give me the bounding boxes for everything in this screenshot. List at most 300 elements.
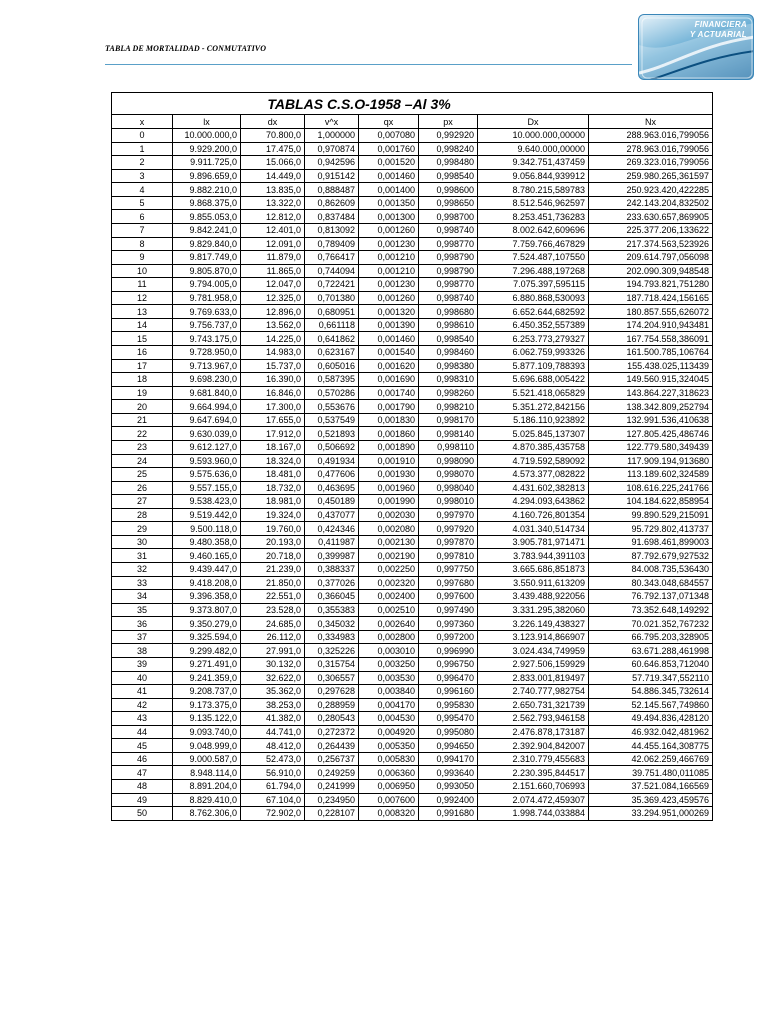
table-cell-vx: 0,570286 — [305, 386, 359, 400]
table-cell-qx: 0,003530 — [359, 671, 419, 685]
table-cell-x: 45 — [112, 739, 173, 753]
table-cell-vx: 0,272372 — [305, 725, 359, 739]
table-cell-dx: 7.524.487,107550 — [478, 251, 589, 265]
table-cell-x: 22 — [112, 427, 173, 441]
table-cell-nx: 35.369.423,459576 — [589, 793, 713, 807]
table-cell-px: 0,998610 — [419, 318, 478, 332]
table-cell-lx: 9.093.740,0 — [173, 725, 241, 739]
table-cell-nx: 149.560.915,324045 — [589, 373, 713, 387]
table-cell-dx: 5.696.688,005422 — [478, 373, 589, 387]
table-cell-dx: 9.342.751,437459 — [478, 156, 589, 170]
table-cell-dx: 7.759.766,467829 — [478, 237, 589, 251]
table-cell-px: 0,996470 — [419, 671, 478, 685]
table-cell-qx: 0,003840 — [359, 685, 419, 699]
table-cell-dx: 6.450.352,557389 — [478, 318, 589, 332]
table-cell-qx: 0,001260 — [359, 291, 419, 305]
table-cell-dx: 13.322,0 — [241, 196, 305, 210]
table-cell-px: 0,997750 — [419, 563, 478, 577]
table-cell-qx: 0,004920 — [359, 725, 419, 739]
table-cell-nx: 250.923.420,422285 — [589, 183, 713, 197]
table-cell-px: 0,997600 — [419, 590, 478, 604]
table-cell-nx: 167.754.558,386091 — [589, 332, 713, 346]
table-cell-qx: 0,004530 — [359, 712, 419, 726]
table-cell-lx: 9.241.359,0 — [173, 671, 241, 685]
table-cell-dx: 19.324,0 — [241, 508, 305, 522]
table-row — [112, 780, 713, 794]
table-row — [112, 549, 713, 563]
table-cell-x: 47 — [112, 766, 173, 780]
table-cell-nx: 52.145.567,749860 — [589, 698, 713, 712]
table-cell-px: 0,998740 — [419, 291, 478, 305]
column-header: v^x — [305, 115, 359, 129]
table-cell-dx: 2.310.779,455683 — [478, 752, 589, 766]
table-cell-qx: 0,001910 — [359, 454, 419, 468]
table-cell-nx: 225.377.206,133622 — [589, 223, 713, 237]
table-cell-x: 14 — [112, 318, 173, 332]
table-cell-vx: 0,837484 — [305, 210, 359, 224]
table-row — [112, 807, 713, 821]
table-cell-px: 0,998240 — [419, 142, 478, 156]
table-cell-px: 0,992400 — [419, 793, 478, 807]
table-cell-qx: 0,002640 — [359, 617, 419, 631]
table-cell-lx: 9.271.491,0 — [173, 657, 241, 671]
table-cell-vx: 0,813092 — [305, 223, 359, 237]
table-cell-dx: 5.877.109,788393 — [478, 359, 589, 373]
table-cell-x: 8 — [112, 237, 173, 251]
table-cell-qx: 0,001210 — [359, 251, 419, 265]
table-cell-nx: 209.614.797,056098 — [589, 251, 713, 265]
mortality-table-container — [111, 92, 712, 821]
table-cell-dx: 21.850,0 — [241, 576, 305, 590]
table-cell-vx: 0,399987 — [305, 549, 359, 563]
table-cell-nx: 39.751.480,011085 — [589, 766, 713, 780]
table-cell-nx: 278.963.016,799056 — [589, 142, 713, 156]
table-cell-dx: 2.074.472,459307 — [478, 793, 589, 807]
table-cell-dx: 12.401,0 — [241, 223, 305, 237]
table-title: TABLAS C.S.O-1958 –Al 3% — [241, 93, 478, 115]
table-row — [112, 291, 713, 305]
table-cell-qx: 0,006950 — [359, 780, 419, 794]
table-cell-vx: 0,297628 — [305, 685, 359, 699]
table-cell-lx: 9.698.230,0 — [173, 373, 241, 387]
table-cell-x: 6 — [112, 210, 173, 224]
table-cell-dx: 3.783.944,391103 — [478, 549, 589, 563]
table-cell-dx: 5.521.418,065829 — [478, 386, 589, 400]
table-cell-nx: 49.494.836,428120 — [589, 712, 713, 726]
table-cell-dx: 4.870.385,435758 — [478, 440, 589, 454]
table-cell-x: 13 — [112, 305, 173, 319]
table-cell-qx: 0,005350 — [359, 739, 419, 753]
table-cell-nx: 44.455.164,308775 — [589, 739, 713, 753]
table-row — [112, 576, 713, 590]
table-cell-lx: 9.350.279,0 — [173, 617, 241, 631]
table-cell-qx: 0,001620 — [359, 359, 419, 373]
table-cell-dx: 3.905.781,971471 — [478, 535, 589, 549]
title-spacer-right — [478, 93, 713, 115]
column-header: lx — [173, 115, 241, 129]
table-cell-dx: 2.562.793,946158 — [478, 712, 589, 726]
table-row — [112, 223, 713, 237]
table-cell-x: 44 — [112, 725, 173, 739]
table-cell-dx: 6.652.644,682592 — [478, 305, 589, 319]
table-cell-x: 16 — [112, 346, 173, 360]
table-row — [112, 685, 713, 699]
table-cell-dx: 13.835,0 — [241, 183, 305, 197]
table-cell-dx: 16.390,0 — [241, 373, 305, 387]
table-row — [112, 644, 713, 658]
table-cell-dx: 14.225,0 — [241, 332, 305, 346]
table-cell-qx: 0,007080 — [359, 129, 419, 143]
table-cell-vx: 0,722421 — [305, 278, 359, 292]
table-cell-dx: 17.475,0 — [241, 142, 305, 156]
table-cell-vx: 0,388337 — [305, 563, 359, 577]
table-cell-dx: 7.075.397,595115 — [478, 278, 589, 292]
table-cell-x: 12 — [112, 291, 173, 305]
table-cell-vx: 0,366045 — [305, 590, 359, 604]
table-cell-lx: 9.048.999,0 — [173, 739, 241, 753]
table-cell-qx: 0,002030 — [359, 508, 419, 522]
table-row — [112, 481, 713, 495]
table-cell-vx: 0,537549 — [305, 413, 359, 427]
table-cell-px: 0,997200 — [419, 630, 478, 644]
table-cell-dx: 8.512.546,962597 — [478, 196, 589, 210]
table-cell-nx: 138.342.809,252794 — [589, 400, 713, 414]
column-header: Dx — [478, 115, 589, 129]
table-cell-x: 40 — [112, 671, 173, 685]
logo-text-line1: FINANCIERA — [694, 20, 747, 29]
table-cell-lx: 9.743.175,0 — [173, 332, 241, 346]
table-cell-lx: 9.612.127,0 — [173, 440, 241, 454]
table-cell-dx: 15.066,0 — [241, 156, 305, 170]
table-cell-x: 29 — [112, 522, 173, 536]
column-header-row — [112, 115, 713, 129]
table-cell-lx: 10.000.000,0 — [173, 129, 241, 143]
table-cell-lx: 9.911.725,0 — [173, 156, 241, 170]
table-cell-vx: 0,915142 — [305, 169, 359, 183]
table-cell-qx: 0,001990 — [359, 495, 419, 509]
table-cell-dx: 8.780.215,589783 — [478, 183, 589, 197]
table-body — [112, 129, 713, 821]
table-cell-qx: 0,007600 — [359, 793, 419, 807]
table-cell-dx: 26.112,0 — [241, 630, 305, 644]
table-cell-dx: 5.351.272,842156 — [478, 400, 589, 414]
table-cell-qx: 0,002510 — [359, 603, 419, 617]
table-cell-qx: 0,001230 — [359, 278, 419, 292]
table-cell-px: 0,998210 — [419, 400, 478, 414]
table-row — [112, 698, 713, 712]
table-cell-lx: 9.713.967,0 — [173, 359, 241, 373]
table-cell-dx: 11.879,0 — [241, 251, 305, 265]
table-row — [112, 603, 713, 617]
table-cell-vx: 0,862609 — [305, 196, 359, 210]
table-cell-dx: 18.981,0 — [241, 495, 305, 509]
table-cell-nx: 91.698.461,899003 — [589, 535, 713, 549]
table-row — [112, 427, 713, 441]
table-cell-nx: 194.793.821,751280 — [589, 278, 713, 292]
table-cell-lx: 9.681.840,0 — [173, 386, 241, 400]
table-cell-px: 0,995830 — [419, 698, 478, 712]
table-cell-vx: 0,288959 — [305, 698, 359, 712]
table-cell-lx: 9.868.375,0 — [173, 196, 241, 210]
table-cell-dx: 13.562,0 — [241, 318, 305, 332]
table-cell-x: 41 — [112, 685, 173, 699]
table-cell-vx: 0,970874 — [305, 142, 359, 156]
table-row — [112, 318, 713, 332]
table-cell-lx: 9.135.122,0 — [173, 712, 241, 726]
table-cell-dx: 16.846,0 — [241, 386, 305, 400]
table-row — [112, 346, 713, 360]
table-cell-dx: 4.160.726,801354 — [478, 508, 589, 522]
table-row — [112, 183, 713, 197]
table-cell-nx: 161.500.785,106764 — [589, 346, 713, 360]
table-cell-x: 0 — [112, 129, 173, 143]
table-cell-dx: 4.573.377,082822 — [478, 468, 589, 482]
table-cell-dx: 24.685,0 — [241, 617, 305, 631]
table-cell-nx: 288.963.016,799056 — [589, 129, 713, 143]
table-cell-x: 27 — [112, 495, 173, 509]
table-row — [112, 495, 713, 509]
table-cell-dx: 18.732,0 — [241, 481, 305, 495]
table-cell-px: 0,998010 — [419, 495, 478, 509]
table-row — [112, 305, 713, 319]
table-cell-nx: 95.729.802,413737 — [589, 522, 713, 536]
table-cell-dx: 1.998.744,033884 — [478, 807, 589, 821]
table-cell-dx: 9.056.844,939912 — [478, 169, 589, 183]
table-row — [112, 657, 713, 671]
table-cell-lx: 9.882.210,0 — [173, 183, 241, 197]
table-cell-nx: 242.143.204,832502 — [589, 196, 713, 210]
table-cell-dx: 2.230.395,844517 — [478, 766, 589, 780]
table-cell-px: 0,991680 — [419, 807, 478, 821]
table-row — [112, 386, 713, 400]
table-row — [112, 454, 713, 468]
header-divider — [105, 64, 632, 65]
table-cell-qx: 0,001740 — [359, 386, 419, 400]
table-cell-nx: 73.352.648,149292 — [589, 603, 713, 617]
column-header: x — [112, 115, 173, 129]
table-cell-px: 0,998600 — [419, 183, 478, 197]
table-cell-dx: 18.481,0 — [241, 468, 305, 482]
table-cell-qx: 0,001260 — [359, 223, 419, 237]
table-cell-dx: 3.665.686,851873 — [478, 563, 589, 577]
table-cell-qx: 0,005830 — [359, 752, 419, 766]
table-cell-qx: 0,001350 — [359, 196, 419, 210]
table-cell-px: 0,998110 — [419, 440, 478, 454]
table-cell-lx: 9.373.807,0 — [173, 603, 241, 617]
table-cell-dx: 41.382,0 — [241, 712, 305, 726]
table-cell-qx: 0,001210 — [359, 264, 419, 278]
table-cell-x: 24 — [112, 454, 173, 468]
table-cell-dx: 19.760,0 — [241, 522, 305, 536]
table-cell-x: 35 — [112, 603, 173, 617]
table-cell-px: 0,998790 — [419, 264, 478, 278]
table-cell-x: 38 — [112, 644, 173, 658]
table-cell-vx: 0,411987 — [305, 535, 359, 549]
table-cell-vx: 0,437077 — [305, 508, 359, 522]
table-cell-x: 43 — [112, 712, 173, 726]
table-cell-x: 2 — [112, 156, 173, 170]
table-cell-dx: 2.151.660,706993 — [478, 780, 589, 794]
table-row — [112, 440, 713, 454]
table-cell-lx: 9.647.694,0 — [173, 413, 241, 427]
table-cell-vx: 0,306557 — [305, 671, 359, 685]
table-cell-vx: 0,241999 — [305, 780, 359, 794]
table-cell-vx: 0,450189 — [305, 495, 359, 509]
table-cell-dx: 14.449,0 — [241, 169, 305, 183]
table-cell-x: 50 — [112, 807, 173, 821]
table-cell-dx: 3.226.149,438327 — [478, 617, 589, 631]
table-cell-lx: 9.664.994,0 — [173, 400, 241, 414]
table-cell-px: 0,998650 — [419, 196, 478, 210]
table-cell-x: 18 — [112, 373, 173, 387]
table-cell-lx: 9.794.005,0 — [173, 278, 241, 292]
table-cell-vx: 0,355383 — [305, 603, 359, 617]
table-cell-lx: 9.325.594,0 — [173, 630, 241, 644]
table-cell-dx: 12.091,0 — [241, 237, 305, 251]
table-cell-vx: 0,521893 — [305, 427, 359, 441]
table-cell-px: 0,998790 — [419, 251, 478, 265]
table-cell-lx: 9.519.442,0 — [173, 508, 241, 522]
table-cell-dx: 9.640.000,00000 — [478, 142, 589, 156]
table-cell-dx: 22.551,0 — [241, 590, 305, 604]
table-cell-px: 0,993640 — [419, 766, 478, 780]
table-cell-dx: 35.362,0 — [241, 685, 305, 699]
table-cell-vx: 1,000000 — [305, 129, 359, 143]
table-cell-qx: 0,001930 — [359, 468, 419, 482]
table-cell-px: 0,998540 — [419, 332, 478, 346]
table-row — [112, 169, 713, 183]
table-row — [112, 156, 713, 170]
table-cell-px: 0,998070 — [419, 468, 478, 482]
table-cell-nx: 113.189.602,324589 — [589, 468, 713, 482]
table-cell-nx: 143.864.227,318623 — [589, 386, 713, 400]
table-cell-dx: 3.024.434,749959 — [478, 644, 589, 658]
table-cell-nx: 54.886.345,732614 — [589, 685, 713, 699]
table-cell-nx: 80.343.048,684557 — [589, 576, 713, 590]
table-cell-dx: 6.253.773,279327 — [478, 332, 589, 346]
table-cell-lx: 9.756.737,0 — [173, 318, 241, 332]
table-row — [112, 752, 713, 766]
table-cell-qx: 0,001460 — [359, 332, 419, 346]
table-cell-dx: 10.000.000,00000 — [478, 129, 589, 143]
table-cell-nx: 76.792.137,071348 — [589, 590, 713, 604]
table-cell-dx: 4.431.602,382813 — [478, 481, 589, 495]
table-cell-vx: 0,587395 — [305, 373, 359, 387]
table-cell-px: 0,998380 — [419, 359, 478, 373]
table-cell-px: 0,996990 — [419, 644, 478, 658]
table-cell-lx: 9.173.375,0 — [173, 698, 241, 712]
table-row — [112, 251, 713, 265]
table-cell-lx: 9.829.840,0 — [173, 237, 241, 251]
table-cell-x: 49 — [112, 793, 173, 807]
table-cell-dx: 4.719.592,589092 — [478, 454, 589, 468]
table-cell-lx: 9.000.587,0 — [173, 752, 241, 766]
table-cell-nx: 132.991.536,410638 — [589, 413, 713, 427]
table-row — [112, 278, 713, 292]
table-cell-vx: 0,641862 — [305, 332, 359, 346]
table-row — [112, 739, 713, 753]
table-cell-vx: 0,766417 — [305, 251, 359, 265]
table-cell-vx: 0,680951 — [305, 305, 359, 319]
table-cell-nx: 117.909.194,913680 — [589, 454, 713, 468]
table-cell-px: 0,998700 — [419, 210, 478, 224]
table-row — [112, 373, 713, 387]
table-cell-lx: 9.769.633,0 — [173, 305, 241, 319]
table-row — [112, 129, 713, 143]
table-cell-lx: 9.480.358,0 — [173, 535, 241, 549]
table-cell-vx: 0,315754 — [305, 657, 359, 671]
table-cell-dx: 3.123.914,866907 — [478, 630, 589, 644]
table-cell-lx: 9.593.960,0 — [173, 454, 241, 468]
table-row — [112, 142, 713, 156]
table-cell-dx: 23.528,0 — [241, 603, 305, 617]
table-cell-nx: 37.521.084,166569 — [589, 780, 713, 794]
table-cell-vx: 0,228107 — [305, 807, 359, 821]
table-cell-px: 0,997490 — [419, 603, 478, 617]
table-row — [112, 617, 713, 631]
table-cell-vx: 0,491934 — [305, 454, 359, 468]
table-cell-nx: 104.184.622,858954 — [589, 495, 713, 509]
table-cell-vx: 0,789409 — [305, 237, 359, 251]
table-row — [112, 210, 713, 224]
table-row — [112, 725, 713, 739]
table-cell-vx: 0,888487 — [305, 183, 359, 197]
table-cell-lx: 9.439.447,0 — [173, 563, 241, 577]
table-cell-lx: 9.500.118,0 — [173, 522, 241, 536]
table-cell-dx: 21.239,0 — [241, 563, 305, 577]
table-cell-vx: 0,477606 — [305, 468, 359, 482]
table-cell-x: 3 — [112, 169, 173, 183]
table-cell-dx: 27.991,0 — [241, 644, 305, 658]
mortality-table — [111, 92, 713, 821]
table-cell-nx: 60.646.853,712040 — [589, 657, 713, 671]
table-cell-vx: 0,701380 — [305, 291, 359, 305]
table-cell-lx: 9.538.423,0 — [173, 495, 241, 509]
table-row — [112, 766, 713, 780]
table-cell-qx: 0,001790 — [359, 400, 419, 414]
table-cell-qx: 0,001860 — [359, 427, 419, 441]
table-cell-vx: 0,234950 — [305, 793, 359, 807]
table-row — [112, 413, 713, 427]
table-cell-dx: 12.896,0 — [241, 305, 305, 319]
table-cell-x: 33 — [112, 576, 173, 590]
table-cell-px: 0,998770 — [419, 278, 478, 292]
table-cell-qx: 0,001300 — [359, 210, 419, 224]
table-cell-vx: 0,506692 — [305, 440, 359, 454]
table-cell-lx: 9.299.482,0 — [173, 644, 241, 658]
table-cell-nx: 202.090.309,948548 — [589, 264, 713, 278]
table-row — [112, 359, 713, 373]
table-cell-dx: 17.300,0 — [241, 400, 305, 414]
table-cell-lx: 9.728.950,0 — [173, 346, 241, 360]
table-cell-dx: 11.865,0 — [241, 264, 305, 278]
table-cell-x: 28 — [112, 508, 173, 522]
table-cell-x: 4 — [112, 183, 173, 197]
table-cell-nx: 233.630.657,869905 — [589, 210, 713, 224]
table-cell-qx: 0,001540 — [359, 346, 419, 360]
table-cell-dx: 3.439.488,922056 — [478, 590, 589, 604]
table-cell-x: 1 — [112, 142, 173, 156]
table-cell-x: 34 — [112, 590, 173, 604]
table-cell-px: 0,998170 — [419, 413, 478, 427]
logo-text-line2: Y ACTUARIAL — [689, 30, 747, 39]
table-cell-x: 48 — [112, 780, 173, 794]
table-row — [112, 522, 713, 536]
table-cell-qx: 0,001320 — [359, 305, 419, 319]
table-cell-nx: 155.438.025,113439 — [589, 359, 713, 373]
table-row — [112, 400, 713, 414]
table-cell-px: 0,998740 — [419, 223, 478, 237]
